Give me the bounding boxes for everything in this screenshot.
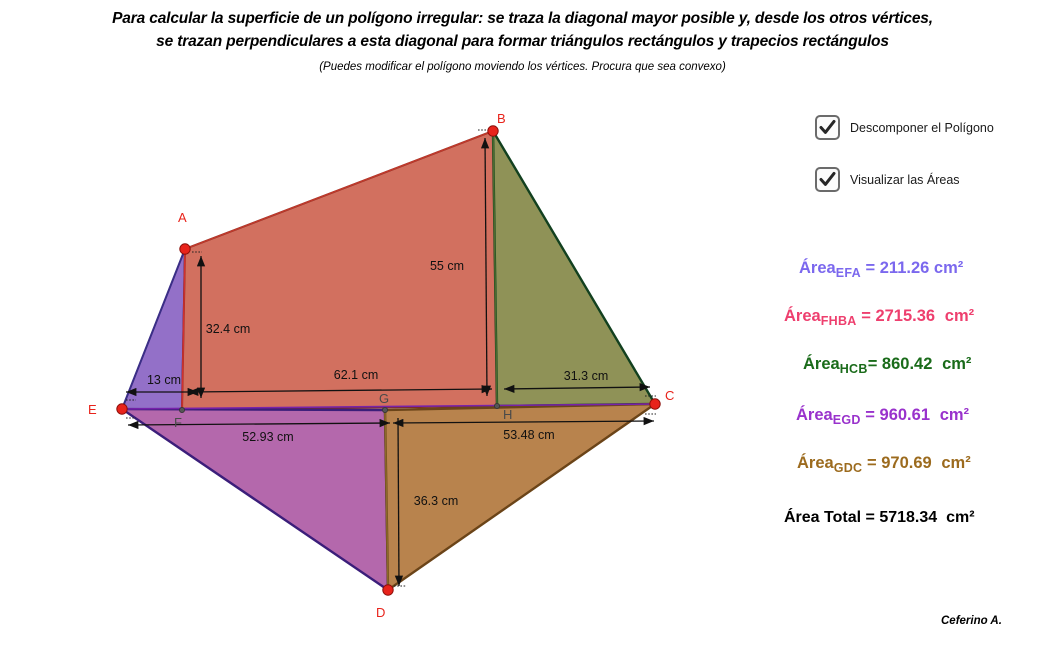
area-unit-HCB: cm² <box>942 355 972 373</box>
point-F <box>179 407 184 412</box>
point-G <box>382 407 387 412</box>
checkbox-row-visualizar[interactable] <box>815 167 960 192</box>
area-sub-EFA: EFA <box>835 266 861 280</box>
checkbox-visualizar[interactable] <box>815 167 840 192</box>
label-D: D <box>376 605 386 620</box>
checkbox-descomponer[interactable] <box>815 115 840 140</box>
checkbox-label-descomponer: Descomponer el Polígono <box>850 120 994 135</box>
area-readout-GDC <box>797 454 971 473</box>
area-readout-HCB <box>803 355 971 374</box>
area-unit-EGD: cm² <box>939 406 970 424</box>
title-line-1: Para calcular la superficie de un polígono irregular: se traza la diagonal mayor posible y, desde los otros vértices, <box>112 10 933 27</box>
label-B: B <box>497 111 506 126</box>
label-C: C <box>665 388 675 403</box>
area-readout-FHBA <box>784 307 974 326</box>
label-A: A <box>178 210 187 225</box>
checkbox-label-visualizar: Visualizar las Áreas <box>850 172 960 187</box>
area-total-value: 5718.34 <box>879 509 938 526</box>
area-eq-GDC: = <box>866 454 877 472</box>
area-sub-EGD: EGD <box>832 413 861 427</box>
region-group <box>122 131 655 590</box>
label-F: F <box>174 415 182 430</box>
area-sub-FHBA: FHBA <box>820 314 857 328</box>
area-eq-FHBA: = <box>861 307 871 325</box>
check-icon <box>818 170 837 189</box>
label-H: H <box>503 407 513 422</box>
vertex-D[interactable] <box>383 585 393 595</box>
measure-13: 13 cm <box>146 373 182 387</box>
measure-53-48: 53.48 cm <box>503 428 555 442</box>
measure-36-3: 36.3 cm <box>413 494 459 508</box>
area-total-readout <box>784 509 975 527</box>
measure-62-1: 62.1 cm <box>333 368 379 382</box>
area-eq-EGD: = <box>865 406 875 424</box>
area-sub-GDC: GDC <box>833 461 863 475</box>
area-value-GDC: 970.69 <box>881 454 932 472</box>
checkbox-row-descomponer[interactable] <box>815 115 994 140</box>
area-word-EGD: Área <box>796 406 833 424</box>
label-G: G <box>379 391 390 406</box>
area-total-label: Área Total <box>784 509 862 526</box>
measure-52-93: 52.93 cm <box>242 430 294 444</box>
subtitle: (Puedes modificar el polígono moviendo los vértices. Procura que sea convexo) <box>319 61 726 73</box>
area-value-EFA: 211.26 <box>879 259 930 277</box>
author-signature: Ceferino A. <box>941 615 1002 627</box>
area-total-unit: cm² <box>946 509 975 526</box>
area-word-HCB: Área <box>803 355 840 373</box>
vertex-C[interactable] <box>650 399 660 409</box>
measure-32-4: 32.4 cm <box>205 322 251 336</box>
area-eq-EFA: = <box>865 259 876 277</box>
area-word-GDC: Área <box>797 454 834 472</box>
check-icon <box>818 118 837 137</box>
vertex-E[interactable] <box>117 404 127 414</box>
area-total-eq: = <box>865 509 875 526</box>
area-unit-GDC: cm² <box>941 454 971 472</box>
measure-31-3: 31.3 cm <box>563 369 609 383</box>
area-eq-HCB: = <box>867 355 878 373</box>
title-line-2: se trazan perpendiculares a esta diagonal para formar triángulos rectángulos y trapecios rectángulos <box>156 33 889 50</box>
area-unit-FHBA: cm² <box>944 307 975 325</box>
area-word-FHBA: Área <box>784 307 821 325</box>
area-readout-EGD <box>796 406 969 425</box>
label-E: E <box>88 402 97 417</box>
measure-55: 55 cm <box>429 259 465 273</box>
vertex-B[interactable] <box>488 126 498 136</box>
area-value-HCB: 860.42 <box>881 355 933 373</box>
area-word-EFA: Área <box>799 259 836 277</box>
area-value-FHBA: 2715.36 <box>875 307 936 325</box>
area-sub-HCB: HCB <box>839 362 868 376</box>
area-value-EGD: 960.61 <box>879 406 930 424</box>
area-unit-EFA: cm² <box>933 259 964 277</box>
area-readout-EFA <box>799 259 963 278</box>
point-H <box>494 403 499 408</box>
vertex-A[interactable] <box>180 244 190 254</box>
